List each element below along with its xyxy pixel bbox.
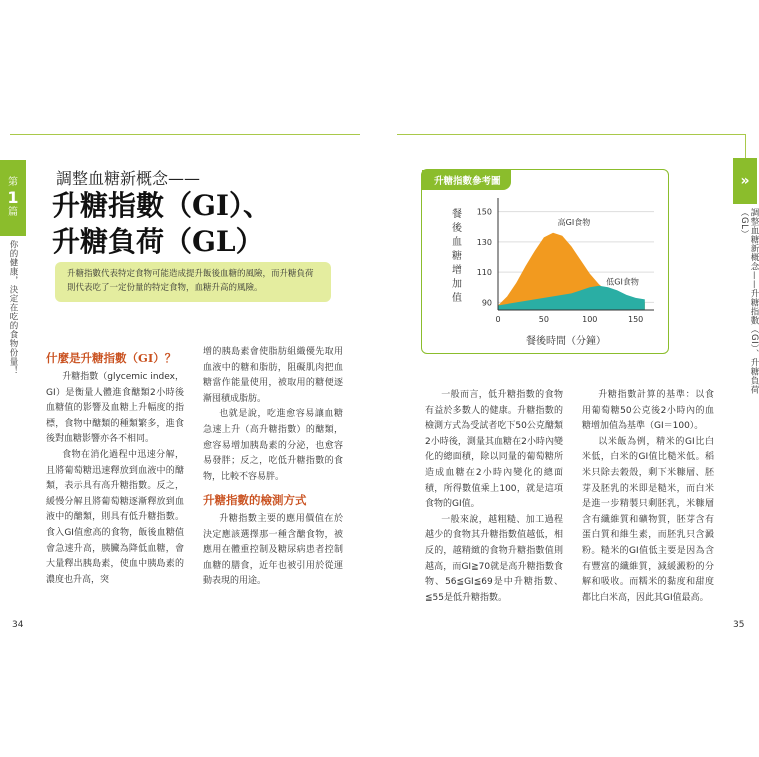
- chapter-suffix: 篇: [8, 207, 18, 218]
- column-2: [203, 345, 343, 485]
- title-line-2: 升糖負荷（GL）: [52, 225, 264, 258]
- x-tick-label: 150: [628, 315, 644, 324]
- right-frame-line: [745, 134, 746, 158]
- paragraph: 升糖指數計算的基準：以食用葡萄糖50公克後2小時內的血糖增加值為基準（GI＝100）。: [582, 390, 714, 432]
- x-tick-label: 0: [495, 315, 501, 324]
- y-tick-label: 90: [481, 298, 492, 308]
- summary-text: 升糖指數代表特定食物可能造成提升飯後血糖的風險，而升糖負荷則代表吃了一定份量的特定食物，血糖升高的風險。: [67, 269, 314, 293]
- chapter-number: 1: [7, 188, 19, 207]
- chart-label: 升糖指數參考圖: [422, 170, 511, 190]
- chapter-prefix: 第: [8, 177, 18, 188]
- column-2-b: [203, 512, 343, 590]
- series-label-high-gi: 高GI食物: [557, 218, 591, 228]
- paragraph: 也就是說，吃進愈容易讓血糖急速上升（高升糖指數）的醣類，愈容易增加胰島素的分泌，也愈容易發胖；反之，吃低升糖指數的食物，比較不容易胖。: [203, 409, 343, 482]
- column-4: [582, 388, 714, 606]
- chapter-arrow-tab: [733, 158, 757, 204]
- paragraph: 升糖指數主要的應用價值在於決定應該選擇那一種含醣食物，被應用在體重控制及糖尿病患者控制血糖的膳食，近年也被引用於從運動表現的用途。: [203, 514, 343, 587]
- left-side-text: 你的健康，決定在吃的食物份量！: [8, 240, 18, 375]
- section-heading-gi: 什麼是升糖指數（GI）？: [46, 351, 177, 365]
- chart-x-label: 餐後時間（分鐘）: [526, 336, 606, 347]
- paragraph: 一般來說，越粗糙、加工過程越少的食物其升糖指數值越低，相反的，越精緻的食物升糖指數值則越高，而GI≧70就是高升糖指數食物、56≦GI≦69是中升糖指數、≦55是低升糖指數。: [425, 514, 563, 603]
- page-number-right: 35: [733, 620, 745, 630]
- paragraph: 一般而言，低升糖指數的食物有益於多數人的健康。升糖指數的檢測方式為受試者吃下50公克醣類2小時後，測量其血糖在2小時內變化的總面積，除以同量的葡萄糖所造成血糖在2小時內變化的總面積，所得數值乘上100，就是這項食物的GI值。: [425, 390, 563, 510]
- x-tick-label: 50: [538, 315, 549, 324]
- paragraph: 升糖指數（glycemic index，GI）是衡量人體進食醣類2小時後血糖值的影響及血糖上升幅度的指標，食物中醣類的種類繁多，進食後對血糖影響亦各不相同。: [46, 372, 184, 445]
- y-tick-label: 150: [476, 207, 492, 217]
- chart-y-label-text: 餐後血糖增加值: [452, 209, 462, 304]
- right-side-text: 調整血糖新概念——升糖指數（GI）、升糖負荷（GL）: [739, 208, 759, 394]
- title-line-1: 升糖指數（GI）、: [52, 189, 272, 222]
- column-1: [46, 370, 184, 588]
- summary-box: [55, 262, 331, 302]
- section-heading-method: 升糖指數的檢測方式: [203, 493, 307, 507]
- x-tick-label: 100: [582, 315, 598, 324]
- column-3: [425, 388, 563, 606]
- chapter-tab: [0, 160, 26, 236]
- page-number-left: 34: [12, 620, 24, 630]
- y-tick-label: 110: [476, 268, 492, 278]
- chart-y-label: [448, 208, 466, 306]
- paragraph: 增的胰島素會使脂肪組織優先取用血液中的糖和脂肪，阻礙肌肉把血糖當作能量使用，被取用的糖便逐漸囤積成脂肪。: [203, 347, 343, 404]
- series-label-low-gi: 低GI食物: [606, 277, 639, 287]
- double-chevron-icon: »: [740, 173, 750, 189]
- paragraph: 以米飯為例，精米的GI比白米低，白米的GI值比糙米低。稻米只除去穀殼，剩下米糠層、胚芽及胚乳的米即是糙米，而白米是進一步精製只剩胚乳，米糠層含有纖維質和礦物質，胚芽含有蛋白質和維生素，而胚乳只含澱粉。糙米的GI值低主要是因為含有豐富的纖維質，減緩澱粉的分解和吸收。而糯米的黏度和甜度都比白米高，因此其GI值最高。: [582, 436, 714, 603]
- gi-reference-chart: [421, 169, 669, 354]
- right-top-rule: [397, 134, 745, 135]
- left-top-rule: [10, 134, 360, 135]
- y-tick-label: 130: [476, 237, 492, 247]
- title-sub: 調整血糖新概念——: [56, 169, 201, 188]
- paragraph: 食物在消化過程中迅速分解，且將葡萄糖迅速釋放到血液中的醣類，表示具有高升糖指數。反之，緩慢分解且將葡萄糖逐漸釋放到血液中的醣類，則具有低升糖指數。食入GI值愈高的食物，飯後血糖值會急速升高，胰臟為降低血糖，會大量釋出胰島素，使血中胰島素的濃度也升高，突: [46, 449, 184, 585]
